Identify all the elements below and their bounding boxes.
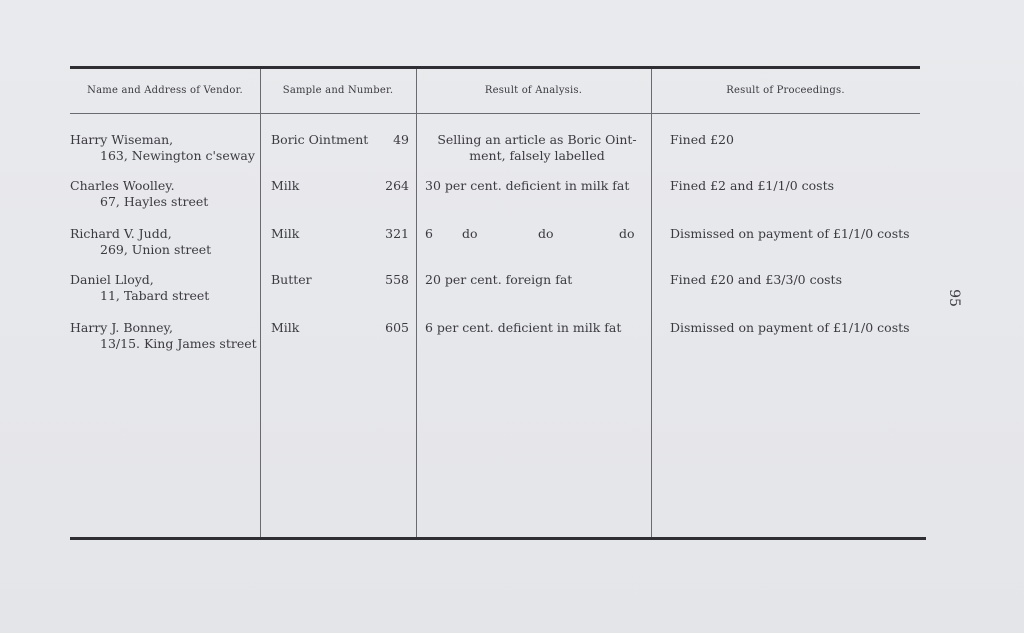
proceedings-result: Fined £20: [670, 132, 734, 147]
table-row: [70, 226, 211, 258]
analysis-result: [427, 132, 647, 164]
column-divider: [260, 69, 261, 537]
vendor-address: 269, Union street: [100, 242, 212, 257]
column-divider: [416, 69, 417, 537]
ditto-mark: do: [538, 226, 554, 241]
vendor-name: Daniel Lloyd,: [70, 272, 154, 287]
column-divider: [651, 69, 652, 537]
sample-name: Milk: [271, 178, 300, 193]
proceedings-result: Fined £20 and £3/3/0 costs: [670, 272, 842, 287]
header-analysis: Result of Analysis.: [484, 85, 583, 96]
sample-number: 558: [385, 272, 409, 287]
proceedings-result: Dismissed on payment of £1/1/0 costs: [670, 320, 910, 335]
analysis-percent: 6: [425, 226, 433, 241]
page-number: 95: [945, 289, 962, 307]
sample-number: 321: [385, 226, 409, 241]
analysis-line: ment, falsely labelled: [469, 148, 605, 163]
table-row: [70, 178, 208, 210]
ditto-mark: do: [462, 226, 478, 241]
proceedings-result: Dismissed on payment of £1/1/0 costs: [670, 226, 910, 241]
table-bottom-rule: [70, 537, 926, 540]
vendor-name: Harry Wiseman,: [70, 132, 174, 147]
vendor-address: 163, Newington c'seway: [100, 148, 255, 163]
vendor-address: 11, Tabard street: [100, 288, 210, 303]
sample-number: 49: [393, 132, 409, 147]
sample-name: Butter: [271, 272, 312, 287]
sample-name: Milk: [271, 226, 300, 241]
table-top-rule: [70, 66, 920, 69]
vendor-name: Charles Woolley.: [70, 178, 175, 193]
table-row: [70, 272, 209, 304]
sample-name: Milk: [271, 320, 300, 335]
sample-number: 264: [385, 178, 409, 193]
vendor-name: Richard V. Judd,: [70, 226, 172, 241]
header-vendor: Name and Address of Vendor.: [87, 85, 243, 96]
vendor-address: 13/15. King James street: [100, 336, 257, 351]
vendor-name: Harry J. Bonney,: [70, 320, 173, 335]
header-proceedings: Result of Proceedings.: [726, 85, 845, 96]
analysis-result: 6 per cent. deficient in milk fat: [425, 320, 622, 335]
header-sample: Sample and Number.: [282, 85, 394, 96]
table-row: [70, 132, 255, 164]
vendor-address: 67, Hayles street: [100, 194, 209, 209]
sample-name: Boric Ointment: [271, 132, 369, 147]
sample-number: 605: [385, 320, 409, 335]
analysis-line: Selling an article as Boric Oint-: [437, 132, 637, 147]
proceedings-result: Fined £2 and £1/1/0 costs: [670, 178, 835, 193]
table-row: [70, 320, 257, 352]
proceedings-table: [70, 66, 920, 540]
analysis-result: 20 per cent. foreign fat: [425, 272, 573, 287]
ditto-mark: do: [619, 226, 635, 241]
header-divider: [70, 113, 920, 114]
analysis-result: 30 per cent. deficient in milk fat: [425, 178, 630, 193]
